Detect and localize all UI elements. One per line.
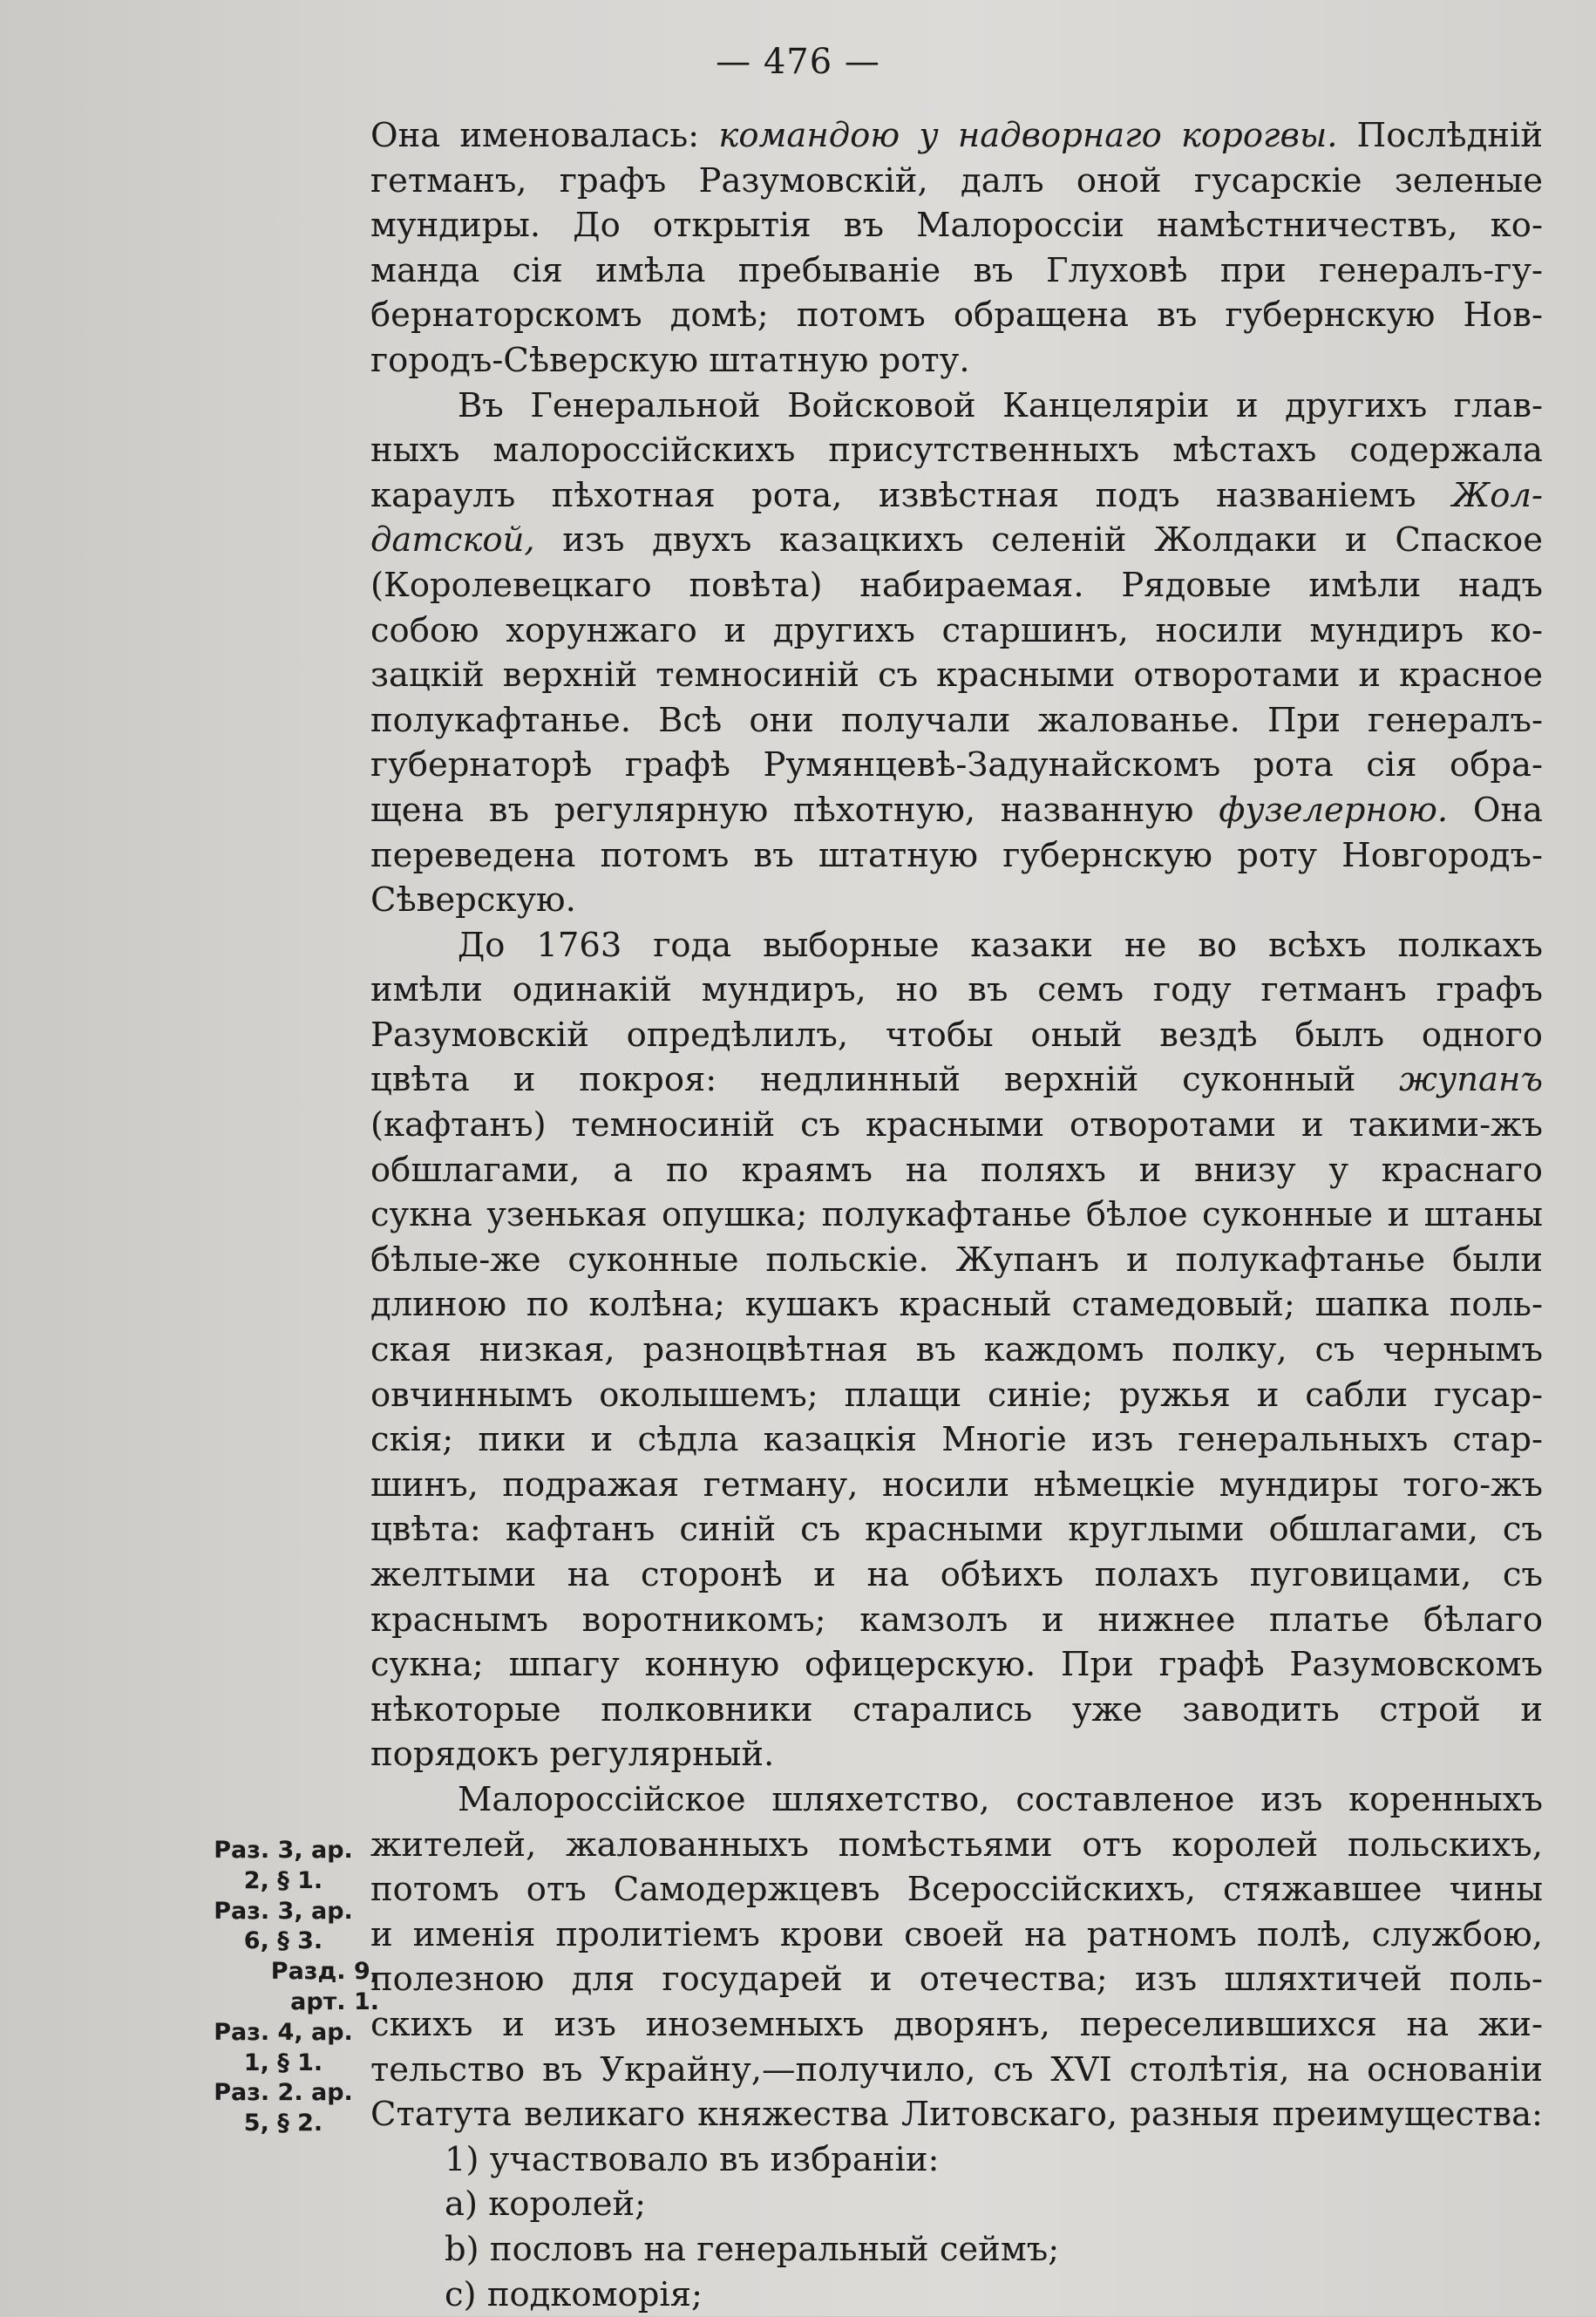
list-item: c) подкоморiя; xyxy=(370,2273,1543,2317)
margin-note: 6, § 3. xyxy=(187,1926,379,1957)
text-line xyxy=(370,113,1543,159)
text-line xyxy=(370,473,1543,519)
main-text xyxy=(370,113,1543,2317)
text-line: переведена потомъ въ штатную губернскую роту Новгородъ- xyxy=(370,833,1543,879)
text-line: ская низкая, разноцвѣтная въ каждомъ полку, съ чернымъ xyxy=(370,1328,1543,1373)
text-segment: щена въ регулярную пѣхотную, названную xyxy=(370,791,1219,830)
text-line: потомъ отъ Самодержцевъ Всероссiйскихъ, стяжавшее чины xyxy=(370,1867,1543,1913)
text-line: Статута великаго княжества Литовскаго, разныя преимущества: xyxy=(370,2092,1543,2137)
text-line: шинъ, подражая гетману, носили нѣмецкiе мундиры того-жъ xyxy=(370,1463,1543,1508)
margin-note: Раз. 3, ар. xyxy=(187,1897,379,1927)
italic-phrase: фузелерною. xyxy=(1219,791,1448,830)
text-line: Малороссiйское шляхетство, составленое изъ коренныхъ xyxy=(370,1777,1543,1823)
text-line: полезною для государей и отечества; изъ шляхтичей поль- xyxy=(370,1957,1543,2002)
text-line: и именiя пролитiемъ крови своей на ратномъ полѣ, службою, xyxy=(370,1913,1543,1958)
margin-notes xyxy=(187,1836,379,2139)
text-line: бернаторскомъ домѣ; потомъ обращена въ губернскую Нов- xyxy=(370,293,1543,338)
page-number: — 476 — xyxy=(0,42,1596,82)
text-line: бѣлые-же суконные польскiе. Жупанъ и полукафтанье были xyxy=(370,1238,1543,1283)
italic-phrase: Жол- xyxy=(1452,476,1543,515)
text-line: полукафтанье. Всѣ они получали жалованье. При генералъ- xyxy=(370,698,1543,744)
text-line: ныхъ малороссiйскихъ присутственныхъ мѣстахъ содержала xyxy=(370,428,1543,473)
italic-phrase: командою у надворнаго корогвы. xyxy=(718,116,1337,155)
text-line: жителей, жалованныхъ помѣстьями отъ королей польскихъ, xyxy=(370,1823,1543,1868)
margin-note: арт. 1. xyxy=(187,1987,379,2018)
text-line: Въ Генеральной Войсковой Канцелярiи и другихъ глав- xyxy=(370,384,1543,429)
italic-phrase: датской, xyxy=(370,520,535,560)
margin-note: Раз. 2. ар. xyxy=(187,2078,379,2109)
text-line: городъ-Сѣверскую штатную роту. xyxy=(370,338,1543,384)
text-segment: изъ двухъ казацкихъ селенiй Жолдаки и Спаское xyxy=(535,520,1543,560)
text-line: тельство въ Украйну,—получило, съ XVI столѣтiя, на основанiи xyxy=(370,2048,1543,2093)
text-line: зацкiй верхнiй темносинiй съ красными отворотами и красное xyxy=(370,653,1543,698)
margin-note: Раз. 4, ар. xyxy=(187,2018,379,2049)
text-line: желтыми на сторонѣ и на обѣихъ полахъ пуговицами, съ xyxy=(370,1553,1543,1598)
text-segment: караулъ пѣхотная рота, извѣстная подъ названiемъ xyxy=(370,476,1452,515)
text-line: нѣкоторые полковники старались уже заводить строй и xyxy=(370,1688,1543,1733)
text-line: скихъ и изъ иноземныхъ дворянъ, переселившихся на жи- xyxy=(370,2002,1543,2048)
text-line: обшлагами, а по краямъ на поляхъ и внизу у краснаго xyxy=(370,1148,1543,1193)
text-line: губернаторѣ графѣ Румянцевѣ-Задунайскомъ рота сiя обра- xyxy=(370,743,1543,788)
text-segment: Послѣднiй xyxy=(1337,116,1543,155)
list-item: b) пословъ на генеральный сеймъ; xyxy=(370,2227,1543,2273)
text-line: мундиры. До открытiя въ Малороссiи намѣстничествъ, ко- xyxy=(370,203,1543,248)
text-line: гетманъ, графъ Разумовскiй, далъ оной гусарскiе зеленые xyxy=(370,159,1543,204)
text-line: собою хорунжаго и другихъ старшинъ, носили мундиръ ко- xyxy=(370,608,1543,654)
text-line: краснымъ воротникомъ; камзолъ и нижнее платье бѣлаго xyxy=(370,1598,1543,1643)
text-line: овчиннымъ околышемъ; плащи синiе; ружья и сабли гусар- xyxy=(370,1373,1543,1418)
text-line: сукна узенькая опушка; полукафтанье бѣлое суконные и штаны xyxy=(370,1192,1543,1238)
text-line: До 1763 года выборные казаки не во всѣхъ полкахъ xyxy=(370,923,1543,968)
text-line xyxy=(370,788,1543,833)
text-line: (кафтанъ) темносинiй съ красными отворотами и такими-жъ xyxy=(370,1103,1543,1148)
text-line: длиною по колѣна; кушакъ красный стамедовый; шапка поль- xyxy=(370,1282,1543,1328)
text-line xyxy=(370,518,1543,563)
text-line: скiя; пики и сѣдла казацкiя Многiе изъ генеральныхъ стар- xyxy=(370,1417,1543,1463)
text-line: манда сiя имѣла пребыванiе въ Глуховѣ при генералъ-гу- xyxy=(370,248,1543,294)
text-line: сукна; шпагу конную офицерскую. При графѣ Разумовскомъ xyxy=(370,1642,1543,1688)
text-line: Разумовскiй опредѣлилъ, чтобы оный вездѣ былъ одного xyxy=(370,1013,1543,1058)
text-line: Сѣверскую. xyxy=(370,878,1543,923)
text-line: имѣли одинакiй мундиръ, но въ семъ году гетманъ графъ xyxy=(370,968,1543,1013)
italic-phrase: жупанъ xyxy=(1399,1060,1543,1099)
text-line: (Королевецкаго повѣта) набираемая. Рядовые имѣли надъ xyxy=(370,563,1543,608)
margin-note: 1, § 1. xyxy=(187,2049,379,2079)
text-segment: Она xyxy=(1448,791,1543,830)
text-line xyxy=(370,1057,1543,1103)
margin-note: Разд. 9, xyxy=(187,1957,379,1987)
list-item: 1) участвовало въ избранiи: xyxy=(370,2137,1543,2183)
text-line: цвѣта: кафтанъ синiй съ красными круглыми обшлагами, съ xyxy=(370,1507,1543,1553)
margin-note: 2, § 1. xyxy=(187,1866,379,1897)
margin-note: Раз. 3, ар. xyxy=(187,1836,379,1866)
text-segment: Она именовалась: xyxy=(370,116,718,155)
text-segment: цвѣта и покроя: недлинный верхнiй суконный xyxy=(370,1060,1399,1099)
margin-note: 5, § 2. xyxy=(187,2109,379,2139)
text-line: порядокъ регулярный. xyxy=(370,1732,1543,1777)
list-item: a) королей; xyxy=(370,2182,1543,2227)
